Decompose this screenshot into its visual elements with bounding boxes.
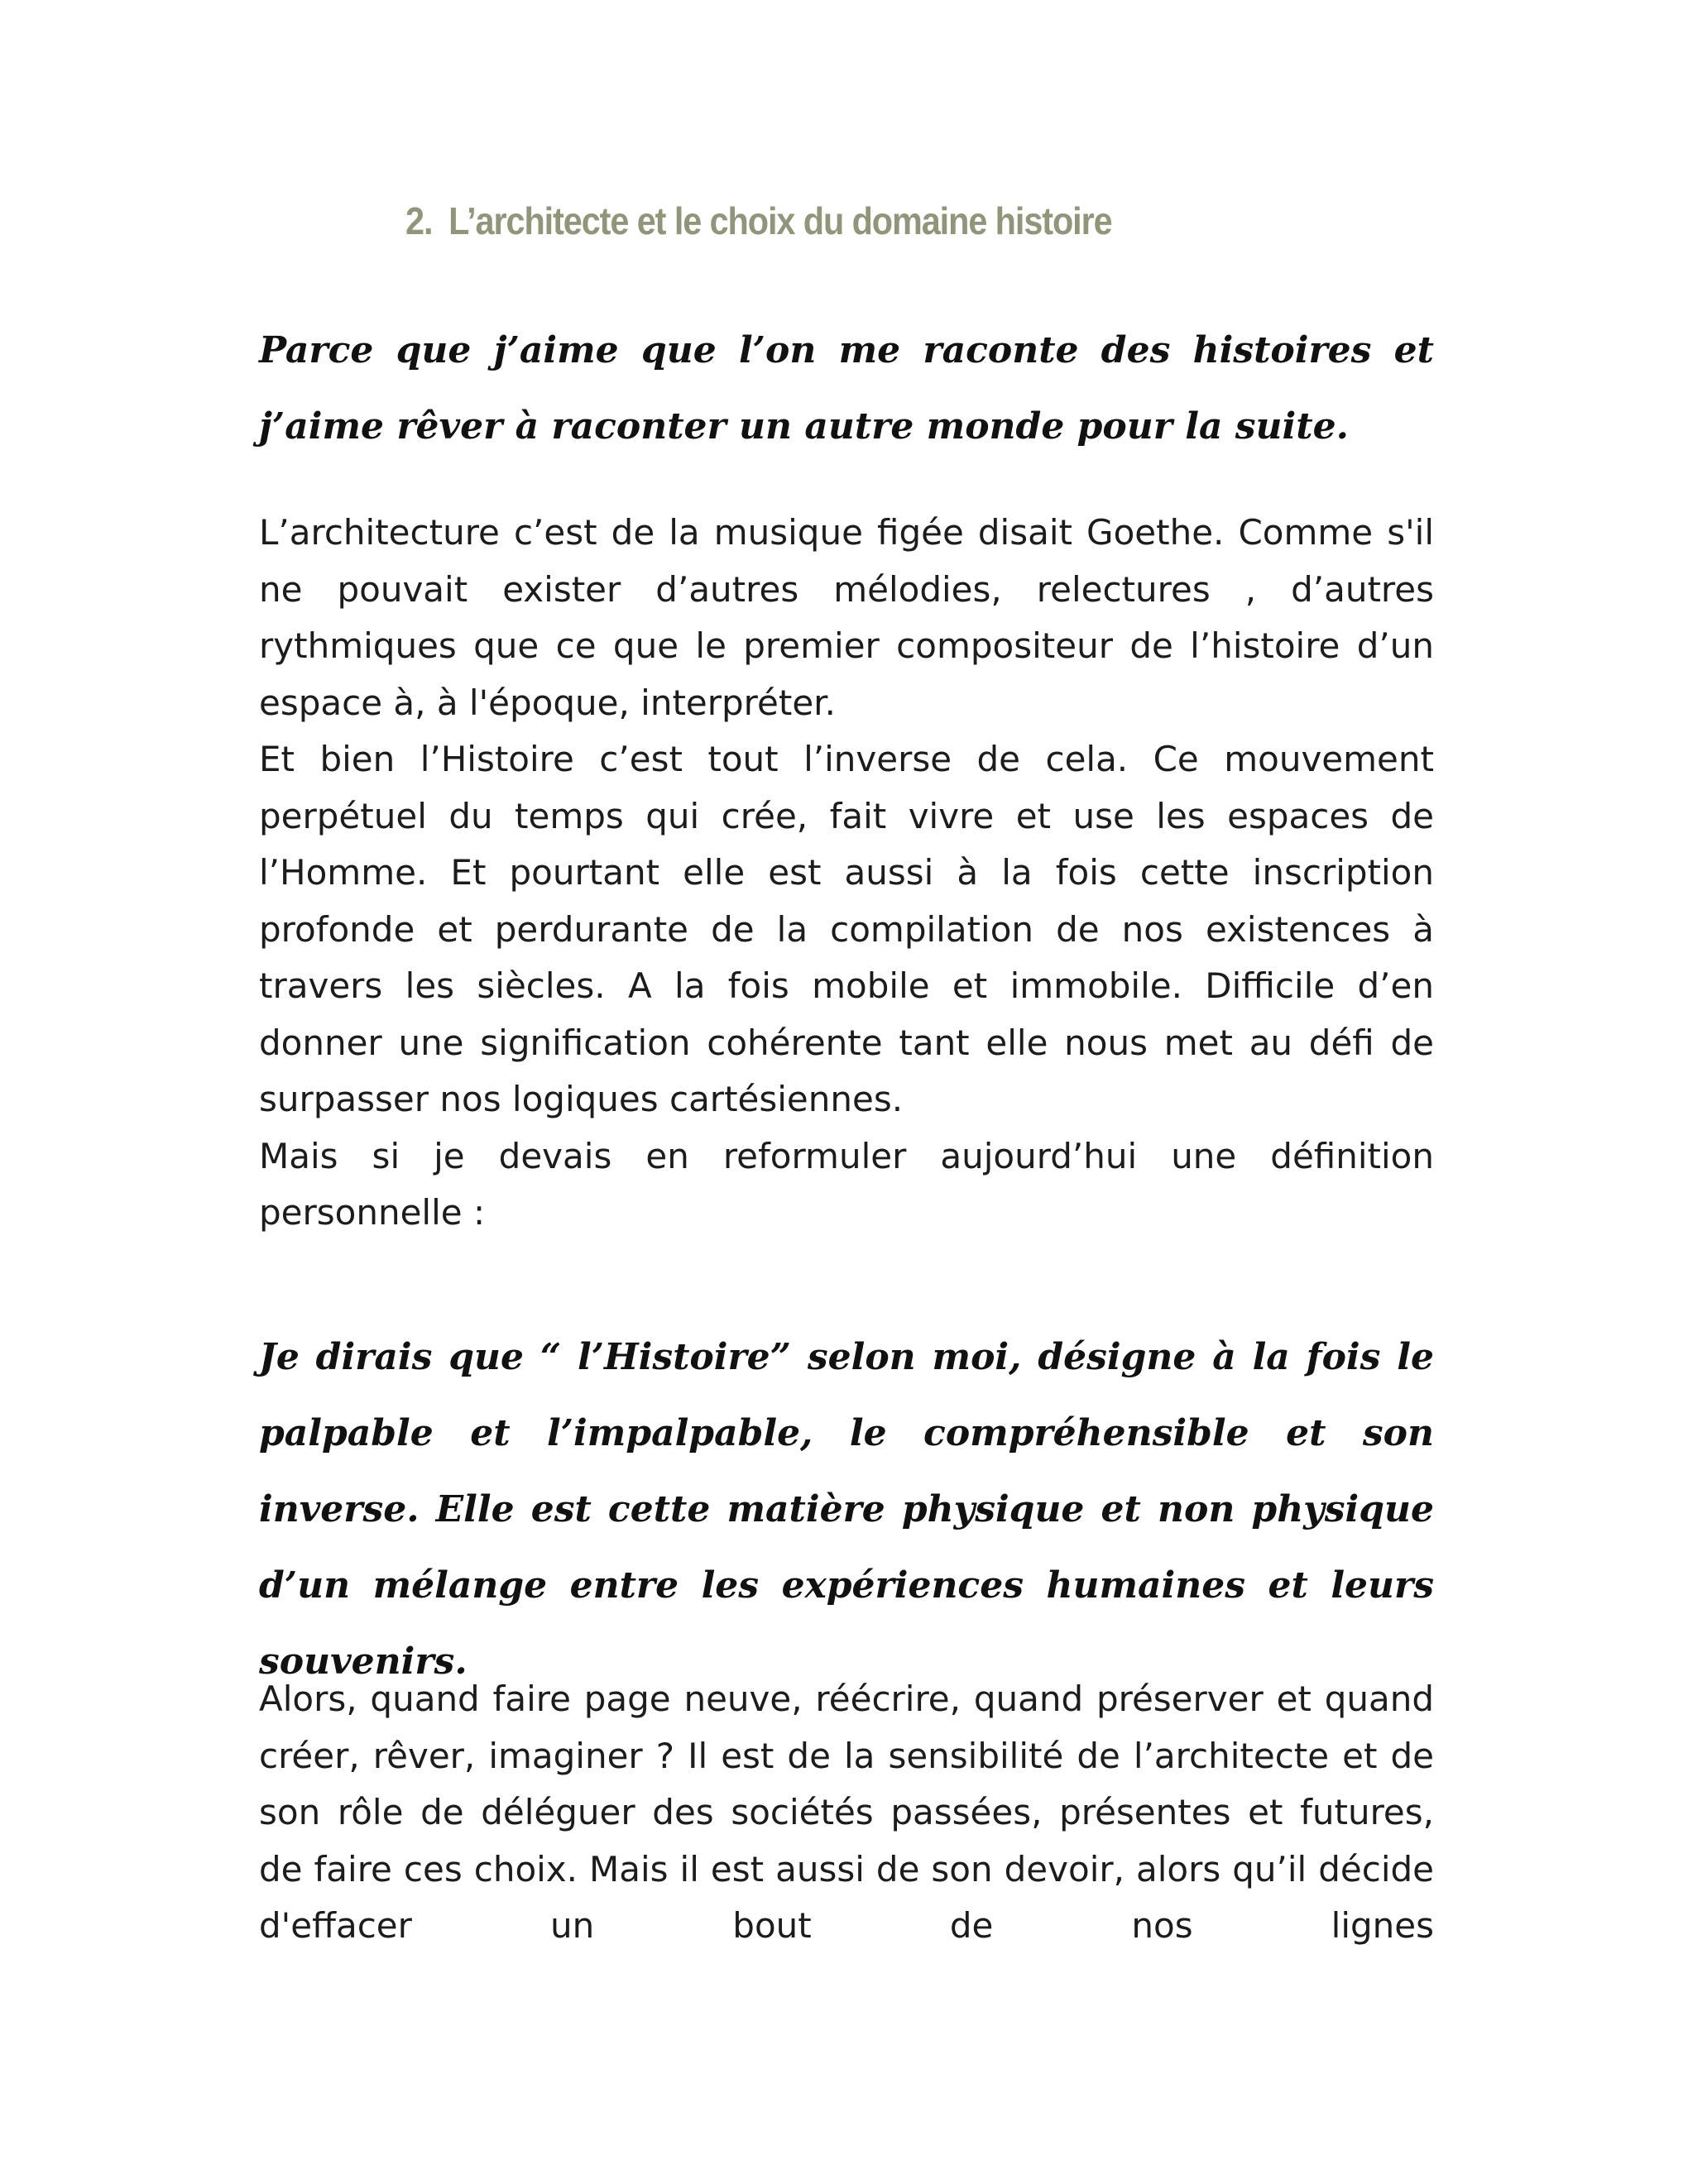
section-number: 2. bbox=[405, 199, 433, 242]
section-heading bbox=[405, 199, 1112, 243]
intro-quote: Parce que j’aime que l’on me raconte des histoires et j’aime rêver à raconter un autre monde pour la suite. bbox=[259, 329, 1434, 448]
paragraph-goethe: L’architecture c’est de la musique figée disait Goethe. Comme s'il ne pouvait exister d’autres mélodies, relectures , d’autres rythmiques que ce que le premier compositeur de l’histoire d’un espace à, à l'époque, interpréter. bbox=[259, 512, 1434, 723]
paragraph-histoire: Et bien l’Histoire c’est tout l’inverse de cela. Ce mouvement perpétuel du temps qui crée, fait vivre et use les espaces de l’Homme. Et pourtant elle est aussi à la fois cette inscription profonde et perdurante de la compilation de nos existences à travers les siècles. A la fois mobile et immobile. Difficile d’en donner une signification cohérente tant elle nous met au défi de surpasser nos logiques cartésiennes. bbox=[259, 739, 1434, 1119]
paragraph-closing: Alors, quand faire page neuve, réécrire, quand préserver et quand créer, rêver, imaginer ? Il est de la sensibilité de l’architecte et de son rôle de déléguer des sociétés passées, présentes et futures, de faire ces choix. Mais il est aussi de son devoir, alors qu’il décide d'effacer un bout de nos lignes bbox=[259, 1679, 1434, 1946]
definition-quote: Je dirais que “ l’Histoire” selon moi, désigne à la fois le palpable et l’impalpable, le compréhensible et son inverse. Elle est cette matière physique et non physique d’un mélange entre les expériences humaines et leurs souvenirs. bbox=[259, 1336, 1434, 1683]
paragraph-definition-lead: Mais si je devais en reformuler aujourd’hui une définition personnelle : bbox=[259, 1135, 1434, 1233]
section-title: L’architecte et le choix du domaine histoire bbox=[448, 199, 1112, 242]
body-text bbox=[259, 505, 1434, 1242]
closing-text bbox=[259, 1671, 1434, 1955]
